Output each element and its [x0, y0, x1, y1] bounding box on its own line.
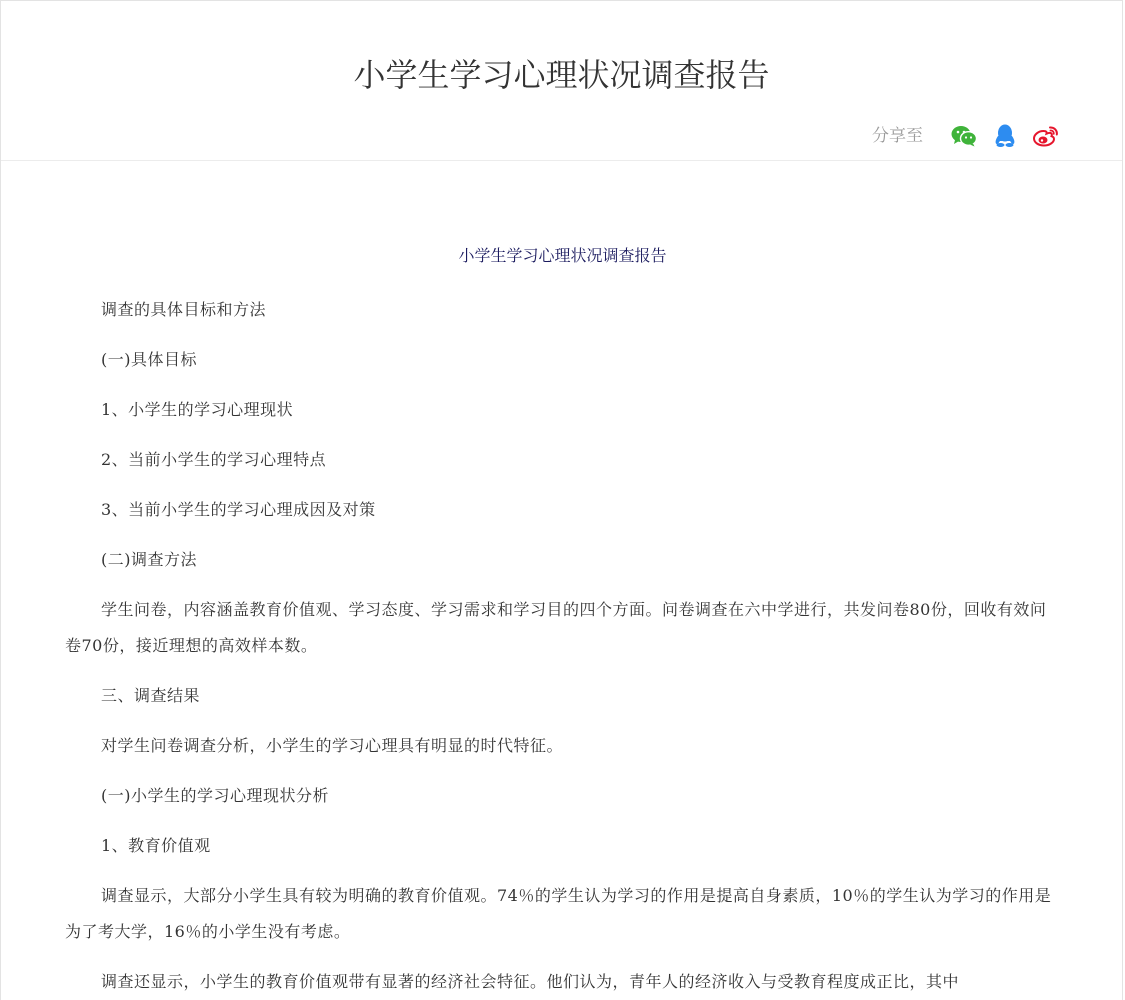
paragraph: 对学生问卷调查分析，小学生的学习心理具有明显的时代特征。: [101, 736, 564, 755]
share-label: 分享至: [872, 126, 923, 146]
paragraph: 调查还显示，小学生的教育价值观带有显著的经济社会特征。他们认为，青年人的经济收入与受教育程度成正比，其中: [101, 972, 960, 991]
wechat-icon[interactable]: [950, 122, 978, 150]
paragraph: 三、调查结果: [101, 686, 201, 705]
paragraph: (一)具体目标: [101, 350, 197, 369]
paragraph: 调查的具体目标和方法: [101, 300, 267, 319]
weibo-icon[interactable]: [1032, 122, 1060, 150]
page-title: 小学生学习心理状况调查报告: [353, 56, 770, 94]
paragraph: 1、小学生的学习心理现状: [101, 400, 294, 419]
paragraph: 调查显示，大部分小学生具有较为明确的教育价值观。74％的学生认为学习的作用是提高自身素质，10％的学生认为学习的作用是为了考大学，16％的小学生没有考虑。: [65, 886, 1052, 941]
article-title: 小学生学习心理状况调查报告: [458, 246, 667, 265]
paragraph: 3、当前小学生的学习心理成因及对策: [101, 500, 376, 519]
article-header: [1, 1, 1122, 161]
paragraph: (二)调查方法: [101, 550, 197, 569]
paragraph: 1、教育价值观: [101, 836, 211, 855]
qq-icon[interactable]: [991, 122, 1019, 150]
paragraph: 学生问卷，内容涵盖教育价值观、学习态度、学习需求和学习目的四个方面。问卷调查在六中学进行，共发问卷80份，回收有效问卷70份，接近理想的高效样本数。: [65, 600, 1047, 655]
paragraph: (一)小学生的学习心理现状分析: [101, 786, 329, 805]
article-body: [1, 161, 1122, 1000]
paragraph: 2、当前小学生的学习心理特点: [101, 450, 327, 469]
share-bar: [872, 121, 1060, 151]
